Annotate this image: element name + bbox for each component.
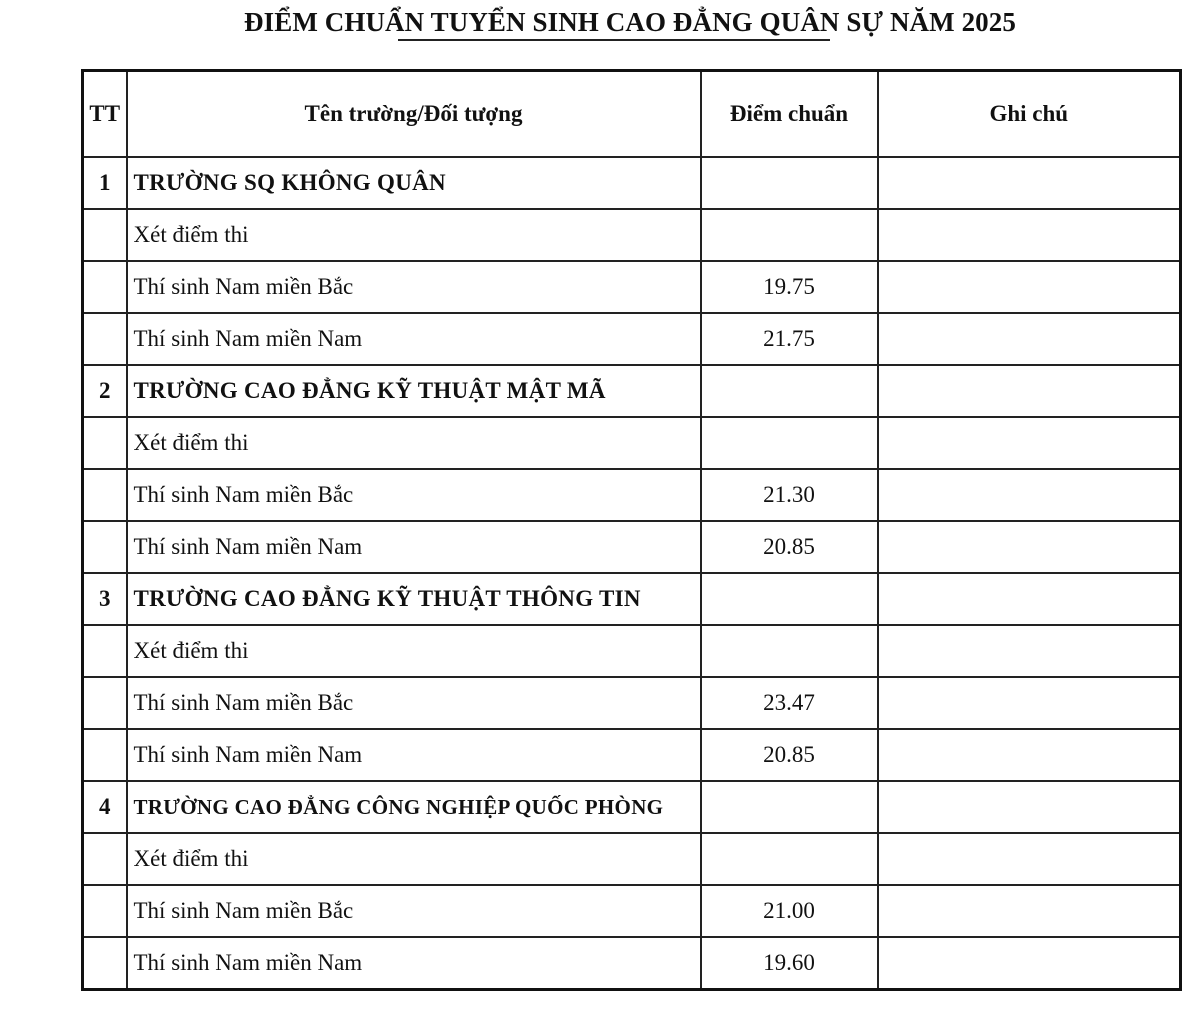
document-title: ĐIỂM CHUẨN TUYỂN SINH CAO ĐẲNG QUÂN SỰ NĂM 2025 (244, 7, 1016, 37)
row-tt (83, 729, 127, 781)
row-name: Thí sinh Nam miền Nam (127, 937, 701, 990)
table-row (83, 833, 1181, 885)
admission-score-table (81, 69, 1182, 991)
row-tt (83, 469, 127, 521)
row-note (878, 625, 1181, 677)
row-score: 21.75 (701, 313, 878, 365)
row-score: 20.85 (701, 729, 878, 781)
row-name: Thí sinh Nam miền Bắc (127, 885, 701, 937)
row-name: TRƯỜNG CAO ĐẲNG KỸ THUẬT THÔNG TIN (127, 573, 701, 625)
row-tt: 3 (83, 573, 127, 625)
row-tt (83, 261, 127, 313)
row-name: TRƯỜNG CAO ĐẲNG KỸ THUẬT MẬT MÃ (127, 365, 701, 417)
row-name: Xét điểm thi (127, 417, 701, 469)
header-name: Tên trường/Đối tượng (127, 71, 701, 158)
row-tt (83, 209, 127, 261)
row-note (878, 209, 1181, 261)
row-note (878, 521, 1181, 573)
table-row (83, 729, 1181, 781)
row-score (701, 625, 878, 677)
row-name: Xét điểm thi (127, 209, 701, 261)
row-tt (83, 313, 127, 365)
row-note (878, 261, 1181, 313)
row-name: Thí sinh Nam miền Nam (127, 313, 701, 365)
header-tt: TT (83, 71, 127, 158)
row-note (878, 417, 1181, 469)
row-score: 19.75 (701, 261, 878, 313)
row-score: 19.60 (701, 937, 878, 990)
row-score (701, 157, 878, 209)
row-tt (83, 885, 127, 937)
row-name: Xét điểm thi (127, 833, 701, 885)
header-note: Ghi chú (878, 71, 1181, 158)
row-name: Thí sinh Nam miền Bắc (127, 677, 701, 729)
row-note (878, 313, 1181, 365)
row-tt: 1 (83, 157, 127, 209)
row-tt (83, 937, 127, 990)
header-score: Điểm chuẩn (701, 71, 878, 158)
row-note (878, 937, 1181, 990)
table-row (83, 885, 1181, 937)
row-note (878, 781, 1181, 833)
row-note (878, 833, 1181, 885)
title-underline (398, 39, 830, 41)
row-note (878, 729, 1181, 781)
table-row (83, 209, 1181, 261)
row-tt: 2 (83, 365, 127, 417)
row-name: Thí sinh Nam miền Bắc (127, 469, 701, 521)
row-note (878, 469, 1181, 521)
row-tt (83, 417, 127, 469)
row-score: 21.00 (701, 885, 878, 937)
row-name: Thí sinh Nam miền Nam (127, 521, 701, 573)
row-name: TRƯỜNG CAO ĐẲNG CÔNG NGHIỆP QUỐC PHÒNG (127, 781, 701, 833)
table-row (83, 781, 1181, 833)
table-row (83, 625, 1181, 677)
row-name: Thí sinh Nam miền Bắc (127, 261, 701, 313)
row-score (701, 781, 878, 833)
row-tt: 4 (83, 781, 127, 833)
row-tt (83, 833, 127, 885)
row-score (701, 417, 878, 469)
row-note (878, 365, 1181, 417)
table-row (83, 573, 1181, 625)
row-score (701, 833, 878, 885)
row-score (701, 209, 878, 261)
row-note (878, 157, 1181, 209)
row-score: 20.85 (701, 521, 878, 573)
row-score: 21.30 (701, 469, 878, 521)
table-row (83, 365, 1181, 417)
table-row (83, 261, 1181, 313)
row-score: 23.47 (701, 677, 878, 729)
table-row (83, 313, 1181, 365)
table-row (83, 521, 1181, 573)
table-row (83, 937, 1181, 990)
row-tt (83, 677, 127, 729)
row-score (701, 365, 878, 417)
table-header-row (83, 71, 1181, 158)
row-name: Thí sinh Nam miền Nam (127, 729, 701, 781)
table-row (83, 157, 1181, 209)
row-tt (83, 625, 127, 677)
row-score (701, 573, 878, 625)
row-name: Xét điểm thi (127, 625, 701, 677)
row-note (878, 885, 1181, 937)
table-row (83, 469, 1181, 521)
row-tt (83, 521, 127, 573)
row-name: TRƯỜNG SQ KHÔNG QUÂN (127, 157, 701, 209)
table-row (83, 417, 1181, 469)
row-note (878, 573, 1181, 625)
table-row (83, 677, 1181, 729)
row-note (878, 677, 1181, 729)
